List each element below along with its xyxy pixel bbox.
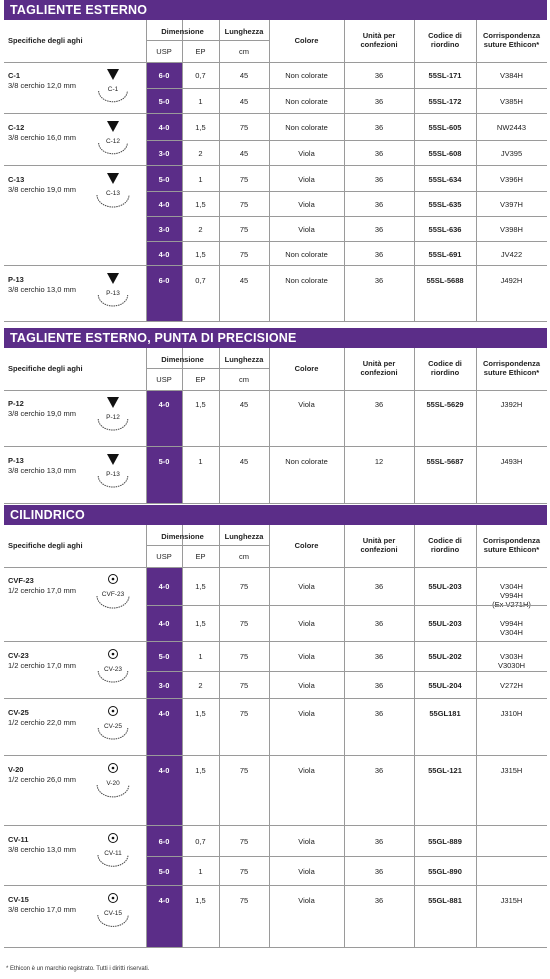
color-cell: Viola [298, 766, 315, 775]
needle-label: P-12 [106, 414, 120, 421]
color-cell: Viola [298, 581, 315, 591]
color-cell: Viola [298, 652, 315, 662]
units-cell: 36 [374, 709, 384, 718]
subheader-divider [146, 40, 219, 41]
color-cell: Viola [298, 837, 315, 846]
header-usp: USP [156, 47, 172, 56]
units-cell: 36 [374, 867, 384, 876]
ep-cell: 1 [198, 867, 203, 876]
group-divider [4, 503, 547, 504]
header-cm: cm [239, 375, 249, 384]
taper-needle-icon [92, 572, 140, 627]
cutting-needle-icon [92, 171, 140, 226]
header-codice: Codice di riordino [428, 31, 462, 49]
ethicon-cell: V384H [500, 71, 523, 80]
ethicon-cell: J493H [500, 457, 523, 466]
row-divider [146, 191, 547, 192]
header-cm: cm [239, 47, 249, 56]
subheader-divider [219, 545, 269, 546]
usp-cell: 4-0 [158, 199, 170, 209]
taper-needle-icon [92, 647, 140, 702]
ep-cell: 0,7 [195, 71, 206, 80]
color-cell: Viola [298, 680, 315, 690]
header-usp: USP [156, 375, 172, 384]
group-divider [4, 947, 547, 948]
needle-group [4, 699, 547, 756]
row-divider [146, 856, 547, 857]
length-cell: 75 [239, 766, 249, 775]
length-cell: 75 [239, 174, 249, 184]
length-cell: 75 [239, 680, 249, 690]
row-divider [146, 216, 547, 217]
units-cell: 12 [374, 457, 384, 466]
section-title: TAGLIENTE ESTERNO, PUNTA DI PRECISIONE [4, 328, 547, 348]
length-cell: 45 [239, 457, 249, 466]
code-cell: 55GL-890 [428, 867, 462, 876]
header-unita: Unità per confezioni [360, 359, 398, 377]
needle-name: CV-15 [8, 895, 29, 904]
length-cell: 75 [239, 896, 249, 905]
ethicon-cell: V303H V3030H [497, 652, 526, 671]
units-cell: 36 [374, 71, 384, 80]
header-dimensione: Dimensione [161, 532, 204, 541]
header-ep: EP [195, 552, 206, 561]
usp-cell: 4-0 [158, 896, 170, 905]
length-cell: 75 [239, 199, 249, 209]
usp-cell: 3-0 [158, 224, 170, 234]
row-divider [146, 671, 547, 672]
header-corrispondenza: Corrispondenza suture Ethicon* [482, 359, 541, 377]
usp-cell: 3-0 [158, 680, 170, 690]
needle-spec: 3/8 cerchio 17,0 mm [8, 905, 76, 914]
usp-cell: 5-0 [158, 652, 170, 662]
color-cell: Viola [298, 199, 315, 209]
section-2 [4, 328, 547, 504]
ethicon-cell: JV395 [500, 149, 523, 158]
header-corrispondenza: Corrispondenza suture Ethicon* [482, 536, 541, 554]
color-cell: Non colorate [285, 71, 328, 80]
usp-cell: 4-0 [158, 249, 170, 259]
ep-cell: 1,5 [195, 709, 206, 718]
ethicon-cell: JV422 [500, 249, 523, 259]
code-cell: 55SL-691 [428, 249, 462, 259]
needle-label: CV-15 [103, 910, 123, 917]
row-divider [146, 241, 547, 242]
usp-cell: 4-0 [158, 400, 170, 409]
needle-name: C-12 [8, 123, 25, 132]
needle-name: V-20 [8, 765, 24, 774]
color-cell: Viola [298, 896, 315, 905]
length-cell: 75 [239, 837, 249, 846]
color-cell: Non colorate [285, 97, 328, 106]
usp-cell: 6-0 [158, 837, 170, 846]
needle-label: CV-11 [104, 850, 122, 857]
ep-cell: 1,5 [195, 400, 206, 409]
needle-spec: 1/2 cerchio 22,0 mm [8, 718, 76, 727]
footnote: * Ethicon è un marchio registrato. Tutti i diritti riservati. [6, 966, 150, 972]
section-grid [4, 20, 547, 322]
code-cell: 55SL-636 [428, 224, 462, 234]
usp-cell: 6-0 [158, 276, 170, 285]
code-cell: 55SL-608 [428, 149, 462, 158]
taper-needle-icon [92, 761, 140, 816]
needle-spec: 3/8 cerchio 13,0 mm [8, 845, 76, 854]
section-title: CILINDRICO [4, 505, 547, 525]
needle-name: P-12 [8, 399, 24, 408]
header-spec: Specifiche degli aghi [8, 364, 83, 373]
usp-cell: 3-0 [158, 149, 170, 158]
units-cell: 36 [374, 249, 384, 259]
ethicon-cell: J310H [500, 709, 523, 718]
code-cell: 55UL-202 [428, 652, 462, 662]
section-grid [4, 348, 547, 504]
header-dimensione: Dimensione [161, 27, 204, 36]
units-cell: 36 [374, 837, 384, 846]
code-cell: 55SL-635 [428, 199, 462, 209]
needle-label: C-13 [105, 190, 121, 197]
length-cell: 75 [239, 249, 249, 259]
length-cell: 75 [239, 224, 249, 234]
color-cell: Viola [298, 174, 315, 184]
color-cell: Viola [298, 619, 315, 629]
color-cell: Non colorate [285, 276, 328, 285]
ethicon-cell: J315H [500, 766, 523, 775]
usp-cell: 5-0 [158, 97, 170, 106]
color-cell: Viola [298, 149, 315, 158]
ethicon-cell: J392H [500, 400, 523, 409]
subheader-divider [146, 368, 219, 369]
code-cell: 55UL-203 [428, 581, 462, 591]
needle-name: C-1 [8, 71, 21, 80]
needle-label: V-20 [106, 780, 120, 787]
code-cell: 55SL-634 [428, 174, 462, 184]
needle-group [4, 447, 547, 504]
header-corrispondenza: Corrispondenza suture Ethicon* [482, 31, 541, 49]
header-spec: Specifiche degli aghi [8, 36, 83, 45]
needle-spec: 3/8 cerchio 19,0 mm [8, 185, 76, 194]
needle-spec: 3/8 cerchio 12,0 mm [8, 81, 76, 90]
header-ep: EP [195, 375, 206, 384]
color-cell: Viola [298, 224, 315, 234]
units-cell: 36 [374, 581, 384, 591]
header-usp: USP [156, 552, 172, 561]
ep-cell: 1,5 [195, 123, 206, 132]
units-cell: 36 [374, 174, 384, 184]
header-lunghezza: Lunghezza [224, 27, 264, 36]
units-cell: 36 [374, 123, 384, 132]
ep-cell: 1,5 [195, 766, 206, 775]
needle-group [4, 756, 547, 826]
code-cell: 55UL-204 [428, 680, 462, 690]
needle-spec: 3/8 cerchio 13,0 mm [8, 466, 76, 475]
code-cell: 55UL-203 [428, 619, 462, 629]
length-cell: 75 [239, 652, 249, 662]
usp-cell: 5-0 [158, 457, 170, 466]
needle-label: P-13 [106, 471, 120, 478]
needle-name: C-13 [8, 175, 25, 184]
section-grid [4, 525, 547, 948]
usp-cell: 4-0 [158, 619, 170, 629]
header-codice: Codice di riordino [428, 359, 462, 377]
ep-cell: 1 [198, 457, 203, 466]
length-cell: 75 [239, 867, 249, 876]
units-cell: 36 [374, 619, 384, 629]
needle-label: CV-23 [103, 666, 123, 673]
ethicon-cell: V304H V994H [500, 581, 523, 600]
ethicon-cell: V396H [500, 174, 523, 184]
header-codice: Codice di riordino [428, 536, 462, 554]
needle-spec: 1/2 cerchio 26,0 mm [8, 775, 76, 784]
needle-group [4, 114, 547, 166]
units-cell: 36 [374, 224, 384, 234]
color-cell: Non colorate [285, 249, 328, 259]
header-ep: EP [195, 47, 206, 56]
taper-needle-icon [92, 831, 140, 886]
color-cell: Viola [298, 709, 315, 718]
group-divider [4, 321, 547, 322]
needle-name: CVF-23 [8, 576, 34, 585]
ethicon-cell: V272H [500, 680, 523, 690]
ep-cell: 0,7 [195, 276, 206, 285]
ep-cell: 1 [198, 174, 203, 184]
usp-cell: 5-0 [158, 174, 170, 184]
ep-cell: 1 [198, 652, 203, 662]
ep-cell: 1,5 [195, 581, 206, 591]
units-cell: 36 [374, 97, 384, 106]
code-cell: 55SL-5688 [426, 276, 464, 285]
row-divider [146, 605, 547, 606]
needle-spec: 3/8 cerchio 19,0 mm [8, 409, 76, 418]
header-colore: Colore [294, 541, 319, 550]
needle-spec: 1/2 cerchio 17,0 mm [8, 586, 76, 595]
length-cell: 75 [239, 709, 249, 718]
ep-cell: 2 [198, 149, 203, 158]
ethicon-cell: V398H [500, 224, 523, 234]
needle-group [4, 390, 547, 447]
needle-name: CV-25 [8, 708, 29, 717]
needle-label: C-12 [105, 138, 121, 145]
usp-cell: 4-0 [158, 581, 170, 591]
code-cell: 55SL-5687 [426, 457, 464, 466]
needle-group [4, 886, 547, 948]
units-cell: 36 [374, 149, 384, 158]
length-cell: 45 [239, 149, 249, 158]
color-cell: Non colorate [285, 457, 328, 466]
ep-cell: 1,5 [195, 249, 206, 259]
header-cm: cm [239, 552, 249, 561]
units-cell: 36 [374, 652, 384, 662]
units-cell: 36 [374, 896, 384, 905]
taper-needle-icon [92, 704, 140, 759]
subheader-divider [219, 40, 269, 41]
code-cell: 55SL-172 [428, 97, 462, 106]
usp-cell: 4-0 [158, 709, 170, 718]
needle-group [4, 567, 547, 642]
length-cell: 75 [239, 619, 249, 629]
needle-group [4, 266, 547, 322]
ep-cell: 2 [198, 224, 203, 234]
ep-cell: 1,5 [195, 199, 206, 209]
units-cell: 36 [374, 400, 384, 409]
needle-label: C-1 [107, 86, 119, 93]
needle-group [4, 62, 547, 114]
units-cell: 36 [374, 766, 384, 775]
units-cell: 36 [374, 680, 384, 690]
needle-group [4, 826, 547, 886]
code-cell: 55SL-171 [428, 71, 462, 80]
length-cell: 45 [239, 71, 249, 80]
ethicon-cell: J315H [500, 896, 523, 905]
code-cell: 55GL-889 [428, 837, 462, 846]
cutting-needle-icon [92, 395, 140, 450]
subheader-divider [219, 368, 269, 369]
usp-cell: 6-0 [158, 71, 170, 80]
taper-needle-icon [92, 891, 140, 946]
header-unita: Unità per confezioni [360, 536, 398, 554]
code-cell: 55GL-881 [428, 896, 462, 905]
color-cell: Viola [298, 867, 315, 876]
units-cell: 36 [374, 276, 384, 285]
code-cell: 55GL-121 [428, 766, 462, 775]
code-cell: 55SL-605 [428, 123, 462, 132]
color-cell: Non colorate [285, 123, 328, 132]
ethicon-cell: V994H V304H [500, 619, 523, 638]
section-title: TAGLIENTE ESTERNO [4, 0, 547, 20]
ethicon-cell: V385H [500, 97, 523, 106]
needle-name: P-13 [8, 456, 24, 465]
ep-cell: 1 [198, 97, 203, 106]
header-dimensione: Dimensione [161, 355, 204, 364]
length-cell: 75 [239, 123, 249, 132]
ep-cell: 0,7 [195, 837, 206, 846]
needle-spec: 3/8 cerchio 16,0 mm [8, 133, 76, 142]
header-unita: Unità per confezioni [360, 31, 398, 49]
section-3 [4, 505, 547, 948]
usp-cell: 5-0 [158, 867, 170, 876]
ep-cell: 1,5 [195, 619, 206, 629]
needle-group [4, 166, 547, 266]
needle-name: CV-11 [8, 835, 29, 844]
needle-label: CVF-23 [101, 591, 125, 598]
ep-cell: 2 [198, 680, 203, 690]
cutting-needle-icon [92, 271, 140, 326]
needle-name: CV-23 [8, 651, 29, 660]
needle-group [4, 642, 547, 699]
needle-label: P-13 [106, 290, 120, 297]
length-cell: 45 [239, 400, 249, 409]
header-lunghezza: Lunghezza [224, 532, 264, 541]
length-cell: 45 [239, 97, 249, 106]
color-cell: Viola [298, 400, 315, 409]
needle-label: CV-25 [103, 723, 123, 730]
ethicon-cell: NW2443 [496, 123, 527, 132]
header-colore: Colore [294, 364, 319, 373]
units-cell: 36 [374, 199, 384, 209]
code-cell: 55GL181 [429, 709, 461, 718]
subheader-divider [146, 545, 219, 546]
header-spec: Specifiche degli aghi [8, 541, 83, 550]
ethicon-cell: J492H [500, 276, 523, 285]
needle-spec: 1/2 cerchio 17,0 mm [8, 661, 76, 670]
usp-cell: 4-0 [158, 766, 170, 775]
code-cell: 55SL-5629 [426, 400, 464, 409]
ep-cell: 1,5 [195, 896, 206, 905]
length-cell: 75 [239, 581, 249, 591]
needle-name: P-13 [8, 275, 24, 284]
length-cell: 45 [239, 276, 249, 285]
row-divider [146, 140, 547, 141]
section-1 [4, 0, 547, 322]
cutting-needle-icon [92, 452, 140, 507]
usp-cell: 4-0 [158, 123, 170, 132]
needle-spec: 3/8 cerchio 13,0 mm [8, 285, 76, 294]
header-colore: Colore [294, 36, 319, 45]
row-divider [146, 88, 547, 89]
ethicon-cell: V397H [500, 199, 523, 209]
header-lunghezza: Lunghezza [224, 355, 264, 364]
